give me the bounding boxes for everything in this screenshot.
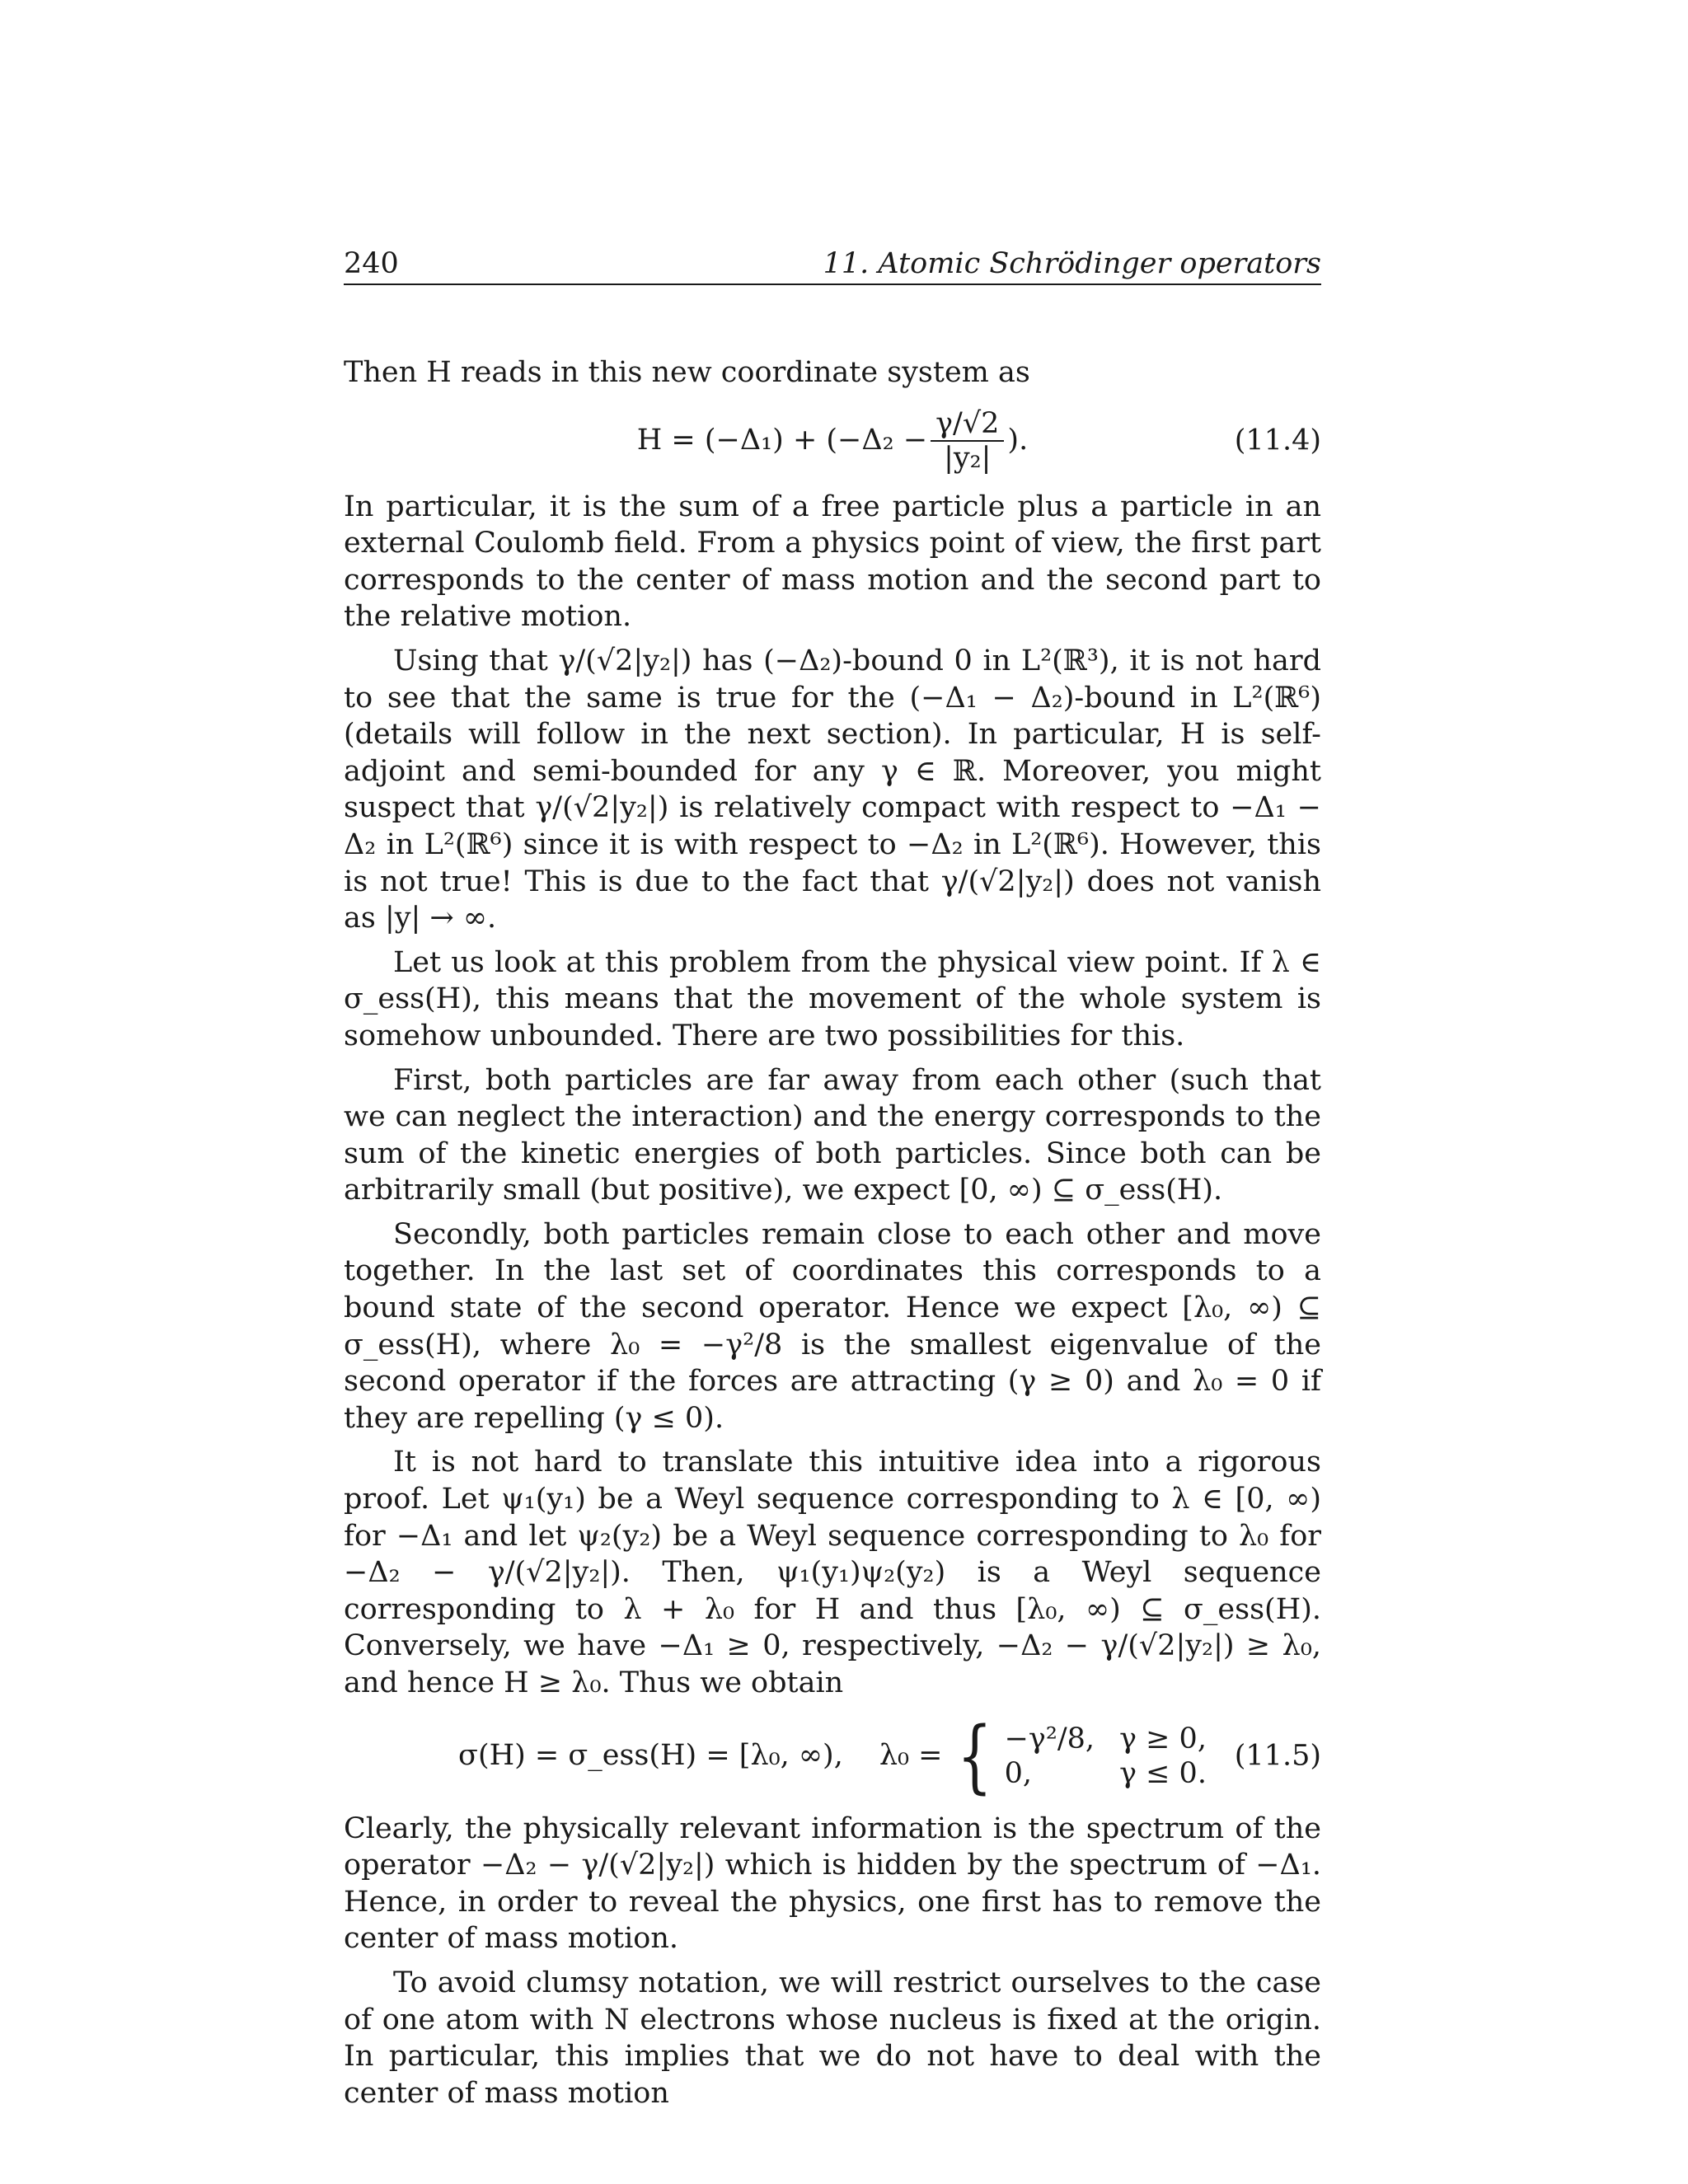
paragraph-notation: To avoid clumsy notation, we will restrict ourselves to the case of one atom with N electrons whose nucleus is fixed at the origin. In particular, this implies that we do not have to deal with the center of mass motion (344, 1966, 1321, 2110)
case-value: −γ²/8, (1004, 1722, 1095, 1755)
cases (950, 1709, 1207, 1802)
paragraph-first: First, both particles are far away from each other (such that we can neglect the interaction) and the energy corresponds to the sum of the kinetic energies of both particles. Since both can be arbitrarily small (but positive), we expect [0, ∞) ⊆ σ_ess(H). (344, 1063, 1321, 1207)
page-number: 240 (344, 247, 399, 280)
case-condition: γ ≤ 0. (1119, 1756, 1207, 1790)
case-value: 0, (1004, 1756, 1032, 1790)
fraction-denominator: |y₂| (944, 441, 992, 475)
equation-lhs: σ(H) = σ_ess(H) = [λ₀, ∞), (458, 1739, 843, 1773)
running-title: 11. Atomic Schrödinger operators (823, 247, 1321, 280)
cases-grid (1005, 1722, 1207, 1791)
paragraph-secondly: Secondly, both particles remain close to each other and move together. In the last set of coordinates this corresponds to a bound state of the second operator. Hence we expect [λ₀, ∞) ⊆ σ_ess(H), where λ₀ = −γ²/8 is the smallest eigenvalue of the second operator if the forces are attracting (γ ≥ 0) and λ₀ = 0 if they are repelling (γ ≤ 0). (344, 1217, 1321, 1435)
paragraph-proof: It is not hard to translate this intuitive idea into a rigorous proof. Let ψ₁(y₁) be a Weyl sequence corresponding to λ ∈ [0, ∞) for −Δ₁ and let ψ₂(y₂) be a Weyl sequence corresponding to λ₀ for −Δ₂ − γ/(√2|y₂|). Then, ψ₁(y₁)ψ₂(y₂) is a Weyl sequence corresponding to λ + λ₀ for H and thus [λ₀, ∞) ⊆ σ_ess(H). Conversely, we have −Δ₁ ≥ 0, respectively, −Δ₂ − γ/(√2|y₂|) ≥ λ₀, and hence H ≥ λ₀. Thus we obtain (344, 1446, 1321, 1699)
equation-lhs: H = (−Δ₁) + (−Δ₂ − (636, 424, 928, 457)
paragraph-clearly: Clearly, the physically relevant information is the spectrum of the operator −Δ₂ − γ/(√2|y₂|) which is hidden by the spectrum of −Δ₁. Hence, in order to reveal the physics, one first has to remove the center of mass motion. (344, 1811, 1321, 1956)
paragraph-intro: Then H reads in this new coordinate system as (344, 356, 1030, 389)
paragraph-sum: In particular, it is the sum of a free particle plus a particle in an external Coulomb field. From a physics point of view, the first part corresponds to the center of mass motion and the second part to the relative motion. (344, 490, 1321, 634)
equation-11-4 (344, 396, 1321, 485)
case-condition: γ ≥ 0, (1119, 1722, 1207, 1755)
left-brace: { (956, 1709, 992, 1802)
paragraph-physical-view: Let us look at this problem from the physical view point. If λ ∈ σ_ess(H), this means that the movement of the whole system is somehow unbounded. There are two possibilities for this. (344, 945, 1321, 1052)
page (344, 0, 1321, 2184)
equation-mid: λ₀ = (879, 1739, 943, 1773)
equation-11-5 (344, 1707, 1321, 1806)
page-header (344, 247, 1321, 285)
paragraph-bound: Using that γ/(√2|y₂|) has (−Δ₂)-bound 0 in L²(ℝ³), it is not hard to see that the same is true for the (−Δ₁ − Δ₂)-bound in L²(ℝ⁶) (details will follow in the next section). In particular, H is self-adjoint and semi-bounded for any γ ∈ ℝ. Moreover, you might suspect that γ/(√2|y₂|) is relatively compact with respect to −Δ₁ − Δ₂ in L²(ℝ⁶) since it is with respect to −Δ₂ in L²(ℝ⁶). However, this is not true! This is due to the fact that γ/(√2|y₂|) does not vanish as |y| → ∞. (344, 644, 1321, 935)
equation-number: (11.5) (1234, 1739, 1321, 1773)
equation-number: (11.4) (1234, 424, 1321, 457)
fraction (931, 407, 1004, 475)
fraction-numerator: γ/√2 (931, 407, 1004, 442)
page-body (344, 354, 1321, 2111)
equation-tail: ). (1007, 424, 1029, 457)
